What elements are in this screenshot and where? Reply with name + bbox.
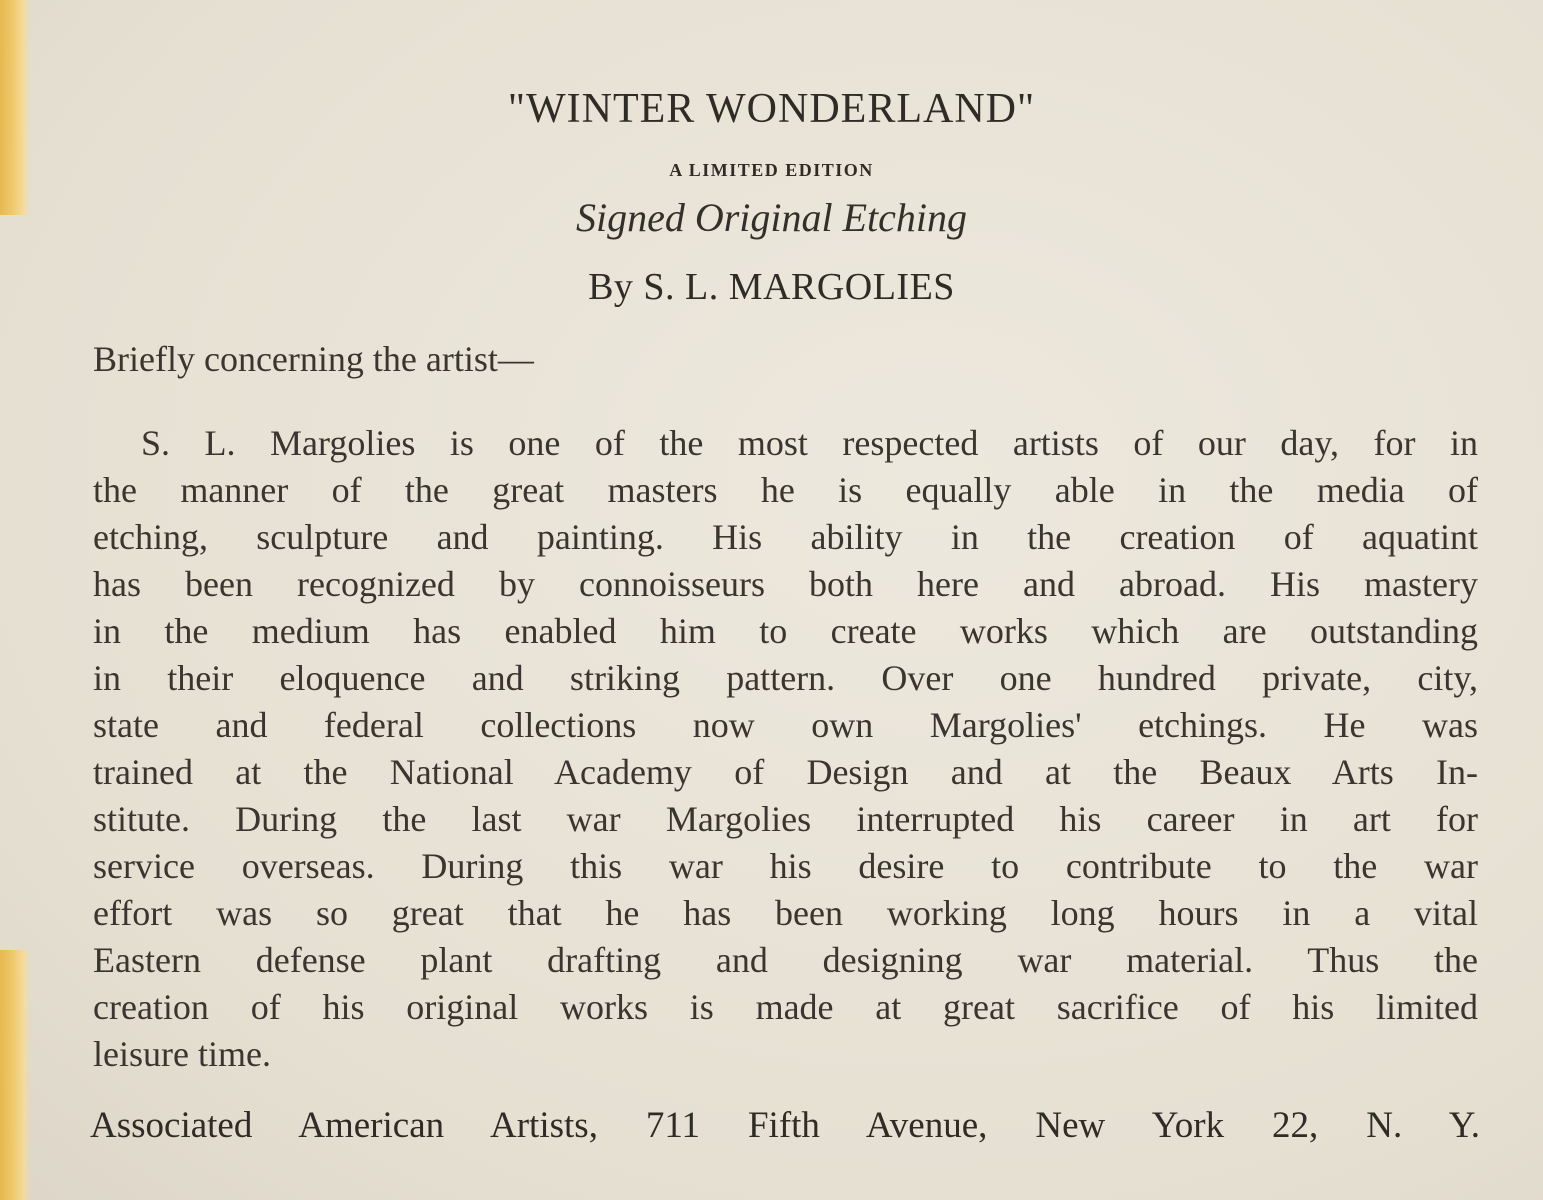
paragraph-line: state and federal collections now own Margolies' etchings. He was	[93, 705, 1478, 745]
paragraph-line: Eastern defense plant drafting and designing war material. Thus the	[93, 940, 1478, 980]
document-title: "WINTER WONDERLAND"	[507, 86, 1036, 132]
paragraph-line: stitute. During the last war Margolies interrupted his career in art for	[93, 799, 1478, 839]
paragraph-line: has been recognized by connoisseurs both here and abroad. His mastery	[93, 564, 1478, 604]
paragraph-line: effort was so great that he has been working long hours in a vital	[93, 893, 1478, 933]
paragraph-line: trained at the National Academy of Design and at the Beaux Arts In-	[93, 752, 1478, 792]
paragraph-line: creation of his original works is made at great sacrifice of his limited	[93, 987, 1478, 1027]
paragraph-line: service overseas. During this war his desire to contribute to the war	[93, 846, 1478, 886]
publisher-address: Associated American Artists, 711 Fifth Avenue, New York 22, N. Y.	[90, 1105, 1480, 1146]
paragraph-line: S. L. Margolies is one of the most respected artists of our day, for in	[141, 423, 1478, 463]
paragraph-line: leisure time.	[93, 1034, 271, 1074]
paragraph-line: in the medium has enabled him to create works which are outstanding	[93, 611, 1478, 651]
paragraph-line: the manner of the great masters he is equally able in the media of	[93, 470, 1478, 510]
biography-paragraph	[93, 420, 1478, 1078]
tape-strip-bottom	[0, 950, 30, 1200]
etching-description: Signed Original Etching	[575, 195, 968, 240]
artist-byline: By S. L. MARGOLIES	[588, 266, 955, 308]
edition-label: A LIMITED EDITION	[669, 160, 874, 180]
paragraph-line: etching, sculpture and painting. His ability in the creation of aquatint	[93, 517, 1478, 557]
paragraph-line: in their eloquence and striking pattern. Over one hundred private, city,	[93, 658, 1478, 698]
intro-line: Briefly concerning the artist—	[93, 339, 534, 379]
